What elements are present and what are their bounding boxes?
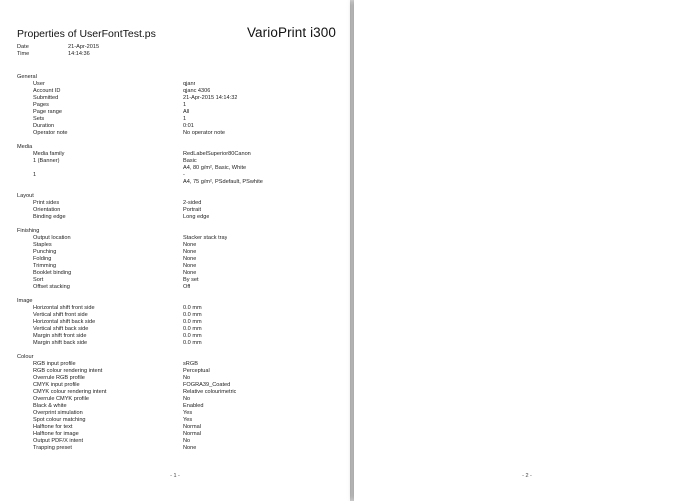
property-label: Trapping preset <box>33 445 72 451</box>
meta-row-date <box>17 44 99 51</box>
property-value: 0:01 <box>183 123 194 129</box>
property-row <box>17 256 342 263</box>
property-row <box>17 172 342 179</box>
property-value: Normal <box>183 431 202 437</box>
property-sections <box>17 74 342 459</box>
property-value: sRGB <box>183 361 198 367</box>
property-label: Overprint simulation <box>33 410 83 416</box>
property-value: Long edge <box>183 214 210 220</box>
property-label: Media family <box>33 151 65 157</box>
property-label: Overrule RGB profile <box>33 375 85 381</box>
property-label: 1 (Banner) <box>33 158 60 164</box>
section-finishing <box>17 228 342 291</box>
meta-value: 21-Apr-2015 <box>68 44 100 50</box>
property-label: Pages <box>33 102 49 108</box>
property-row <box>17 263 342 270</box>
property-row <box>17 319 342 326</box>
document-page-2 <box>354 0 700 501</box>
property-row <box>17 410 342 417</box>
section-title: Layout <box>17 193 34 199</box>
property-value: 1 <box>183 116 187 122</box>
section-general <box>17 74 342 137</box>
property-value: None <box>183 256 197 262</box>
printer-brand: VarioPrint i300 <box>246 25 336 40</box>
property-label: 1 <box>33 172 37 178</box>
property-row <box>17 333 342 340</box>
property-label: Binding edge <box>33 214 66 220</box>
property-value: 1 <box>183 102 187 108</box>
property-row <box>17 389 342 396</box>
property-label: Trimming <box>33 263 57 269</box>
property-row <box>17 151 342 158</box>
property-value: 0.0 mm <box>183 326 202 332</box>
property-row <box>17 312 342 319</box>
property-label: Staples <box>33 242 52 248</box>
property-label: RGB colour rendering intent <box>33 368 103 374</box>
property-label: Black & white <box>33 403 67 409</box>
property-value: A4, 75 g/m², PSdefault, PSwhite <box>183 179 263 185</box>
property-row <box>17 88 342 95</box>
property-label: Vertical shift back side <box>33 326 89 332</box>
property-value: 0.0 mm <box>183 333 202 339</box>
property-value: 0.0 mm <box>183 305 202 311</box>
property-row <box>17 207 342 214</box>
property-label: Halftone for text <box>33 424 73 430</box>
property-label: Operator note <box>33 130 68 136</box>
property-value: Stacker stack tray <box>183 235 228 241</box>
property-row <box>17 403 342 410</box>
property-value: No operator note <box>183 130 225 136</box>
property-label: Offset stacking <box>33 284 70 290</box>
property-label: Margin shift front side <box>33 333 87 339</box>
property-label: Submitted <box>33 95 59 101</box>
property-value: 0.0 mm <box>183 340 202 346</box>
property-row <box>17 270 342 277</box>
property-row <box>17 431 342 438</box>
property-label: Orientation <box>33 207 61 213</box>
property-row <box>17 81 342 88</box>
property-label: Horizontal shift back side <box>33 319 96 325</box>
property-label: Duration <box>33 123 55 129</box>
property-row <box>17 123 342 130</box>
document-title: Properties of UserFontTest.ps <box>17 28 156 40</box>
property-label: Horizontal shift front side <box>33 305 95 311</box>
property-value: Perceptual <box>183 368 210 374</box>
property-value: None <box>183 249 197 255</box>
property-row <box>17 368 342 375</box>
property-value: FOGRA39_Coated <box>183 382 231 388</box>
section-title: Finishing <box>17 228 40 234</box>
property-value: 2-sided <box>183 200 202 206</box>
property-row <box>17 340 342 347</box>
property-label <box>17 179 183 186</box>
property-value: Yes <box>183 410 193 416</box>
property-value: Off <box>183 284 191 290</box>
property-value: RedLabelSuperior80Canon <box>183 151 251 157</box>
property-row <box>17 424 342 431</box>
property-label: Output location <box>33 235 71 241</box>
property-row <box>17 375 342 382</box>
property-value: qjanr <box>183 81 196 87</box>
property-row <box>17 445 342 452</box>
property-label: Print sides <box>33 200 60 206</box>
property-label: CMYK input profile <box>33 382 80 388</box>
property-row <box>17 277 342 284</box>
property-row <box>17 284 342 291</box>
property-value: All <box>183 109 190 115</box>
property-value: No <box>183 396 191 402</box>
property-label: Booklet binding <box>33 270 72 276</box>
page-number: - 1 - <box>170 473 180 479</box>
section-title: Colour <box>17 354 34 360</box>
meta-label: Date <box>17 44 29 50</box>
property-row <box>17 158 342 165</box>
job-meta <box>17 44 99 58</box>
property-row <box>17 179 342 186</box>
property-label: Sort <box>33 277 44 283</box>
property-label: Sets <box>33 116 45 122</box>
property-row <box>17 200 342 207</box>
property-row <box>17 116 342 123</box>
property-label: Output PDF/X intent <box>33 438 84 444</box>
property-label: Overrule CMYK profile <box>33 396 89 402</box>
property-row <box>17 165 342 172</box>
property-value: None <box>183 242 197 248</box>
property-value: Yes <box>183 417 193 423</box>
property-row <box>17 95 342 102</box>
property-value: 21-Apr-2015 14:14:32 <box>183 95 238 101</box>
property-label: Punching <box>33 249 57 255</box>
property-value: - <box>183 172 185 178</box>
property-value: No <box>183 375 191 381</box>
property-value: None <box>183 270 197 276</box>
section-image <box>17 298 342 347</box>
property-label: Folding <box>33 256 52 262</box>
property-row <box>17 242 342 249</box>
property-row <box>17 326 342 333</box>
property-value: Relative colourimetric <box>183 389 237 395</box>
section-layout <box>17 193 342 221</box>
property-row <box>17 438 342 445</box>
property-row <box>17 214 342 221</box>
property-row <box>17 109 342 116</box>
page-number: - 2 - <box>522 473 532 479</box>
property-value: By set <box>183 277 199 283</box>
property-value: Normal <box>183 424 202 430</box>
meta-value: 14:14:36 <box>68 51 90 57</box>
section-title: General <box>17 74 37 80</box>
property-row <box>17 417 342 424</box>
meta-label: Time <box>17 51 30 57</box>
property-row <box>17 361 342 368</box>
property-row <box>17 130 342 137</box>
property-label: User <box>33 81 45 87</box>
property-label: Margin shift back side <box>33 340 88 346</box>
property-label: RGB input profile <box>33 361 76 367</box>
property-value: Portrait <box>183 207 202 213</box>
property-value: A4, 80 g/m², Basic, White <box>183 165 247 171</box>
section-media <box>17 144 342 186</box>
property-value: No <box>183 438 191 444</box>
section-title: Media <box>17 144 33 150</box>
property-row <box>17 102 342 109</box>
property-value: None <box>183 263 197 269</box>
property-label: Spot colour matching <box>33 417 86 423</box>
property-label: Halftone for image <box>33 431 79 437</box>
property-label: CMYK colour rendering intent <box>33 389 107 395</box>
property-value: None <box>183 445 197 451</box>
property-label: Account ID <box>33 88 61 94</box>
property-row <box>17 382 342 389</box>
property-label <box>17 165 183 172</box>
property-label: Vertical shift front side <box>33 312 88 318</box>
section-colour <box>17 354 342 452</box>
property-value: 0.0 mm <box>183 319 202 325</box>
property-row <box>17 249 342 256</box>
property-row <box>17 235 342 242</box>
property-row <box>17 396 342 403</box>
property-row <box>17 305 342 312</box>
property-value: Basic <box>183 158 197 164</box>
meta-row-time <box>17 51 99 58</box>
section-title: Image <box>17 298 33 304</box>
property-label: Page range <box>33 109 62 115</box>
property-value: qjanc 4306 <box>183 88 211 94</box>
property-value: Enabled <box>183 403 204 409</box>
property-value: 0.0 mm <box>183 312 202 318</box>
